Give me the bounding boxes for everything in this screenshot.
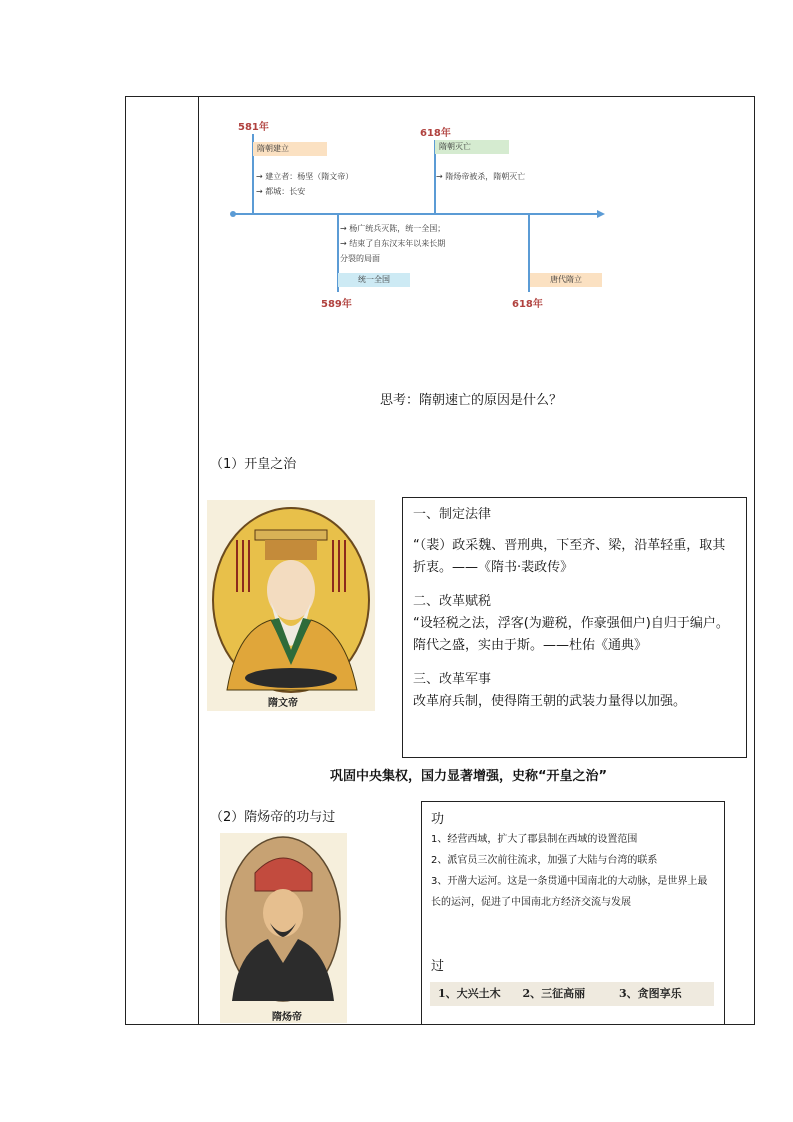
event-581-label: 隋朝建立 bbox=[253, 142, 327, 156]
reform-tax-text: “设轻税之法，浮客(为避税，作豪强佃户)自归于编户。隋代之盛，实由于斯。——杜佑《通典》 bbox=[413, 616, 729, 653]
event-581-year: 581年 bbox=[238, 122, 269, 133]
fault-item: 1、大兴土木 bbox=[438, 987, 501, 1000]
event-618-fall-year: 618年 bbox=[420, 128, 451, 139]
timeline-axis bbox=[232, 213, 602, 215]
question-text: 思考：隋朝速亡的原因是什么？ bbox=[380, 393, 563, 408]
emperor-wen-portrait-image bbox=[207, 500, 375, 711]
event-589-year: 589年 bbox=[321, 299, 352, 310]
emperor-yang-caption: 隋炀帝 bbox=[272, 1012, 302, 1023]
event-618-tang-year: 618年 bbox=[512, 299, 543, 310]
emperor-yang-portrait-image bbox=[220, 833, 347, 1023]
table-column-divider bbox=[198, 96, 199, 1025]
event-581-note: → 都城：长安 bbox=[256, 187, 306, 196]
section1-title: （1）开皇之治 bbox=[210, 457, 297, 472]
emperor-wen-portrait bbox=[207, 500, 375, 711]
event-618-fall-note: → 隋炀帝被杀，隋朝灭亡 bbox=[436, 172, 526, 181]
timeline-arrow-icon bbox=[597, 210, 605, 218]
event-618-fall-label: 隋朝灭亡 bbox=[435, 140, 509, 154]
kaihuang-summary: 巩固中央集权，国力显著增强，史称“开皇之治” bbox=[330, 769, 608, 784]
kaihuang-reforms-box bbox=[402, 497, 747, 758]
event-589-label: 统一全国 bbox=[338, 273, 410, 287]
timeline-start-dot bbox=[230, 211, 236, 217]
emperor-wen-caption: 隋文帝 bbox=[268, 698, 298, 709]
reform-law-heading: 一、制定法律 bbox=[413, 507, 492, 522]
reform-military-heading: 三、改革军事 bbox=[413, 672, 492, 687]
merit-item: 1、经营西域，扩大了郡县制在西域的设置范围 bbox=[431, 834, 638, 845]
event-581-note: → 建立者：杨坚（隋文帝） bbox=[256, 172, 354, 181]
merit-item: 3、开凿大运河。这是一条贯通中国南北的大动脉，是世界上最长的运河，促进了中国南北方经济交流与发展 bbox=[431, 876, 708, 908]
merit-item: 2、派官员三次前往流求，加强了大陆与台湾的联系 bbox=[431, 855, 658, 866]
event-589-note: → 杨广统兵灭陈，统一全国； bbox=[340, 224, 446, 233]
event-618-tang-label: 唐代隋立 bbox=[530, 273, 602, 287]
reform-military-text: 改革府兵制，使得隋王朝的武装力量得以加强。 bbox=[413, 694, 687, 709]
emperor-yang-portrait bbox=[220, 833, 347, 1023]
reform-law-text: “（裴）政采魏、晋刑典，下至齐、梁，沿革轻重，取其折衷。——《隋书·裴政传》 bbox=[413, 538, 726, 575]
reform-tax-heading: 二、改革赋税 bbox=[413, 594, 492, 609]
section2-title: （2）隋炀帝的功与过 bbox=[210, 810, 336, 825]
fault-item: 3、贪图享乐 bbox=[619, 987, 682, 1000]
event-589-note: → 结束了自东汉末年以来长期 bbox=[340, 239, 446, 248]
faults-bar bbox=[430, 982, 714, 1006]
fault-item: 2、三征高丽 bbox=[522, 987, 586, 1000]
event-589-note: 分裂的局面 bbox=[340, 254, 380, 263]
merits-heading: 功 bbox=[431, 812, 445, 827]
faults-heading: 过 bbox=[431, 959, 445, 974]
